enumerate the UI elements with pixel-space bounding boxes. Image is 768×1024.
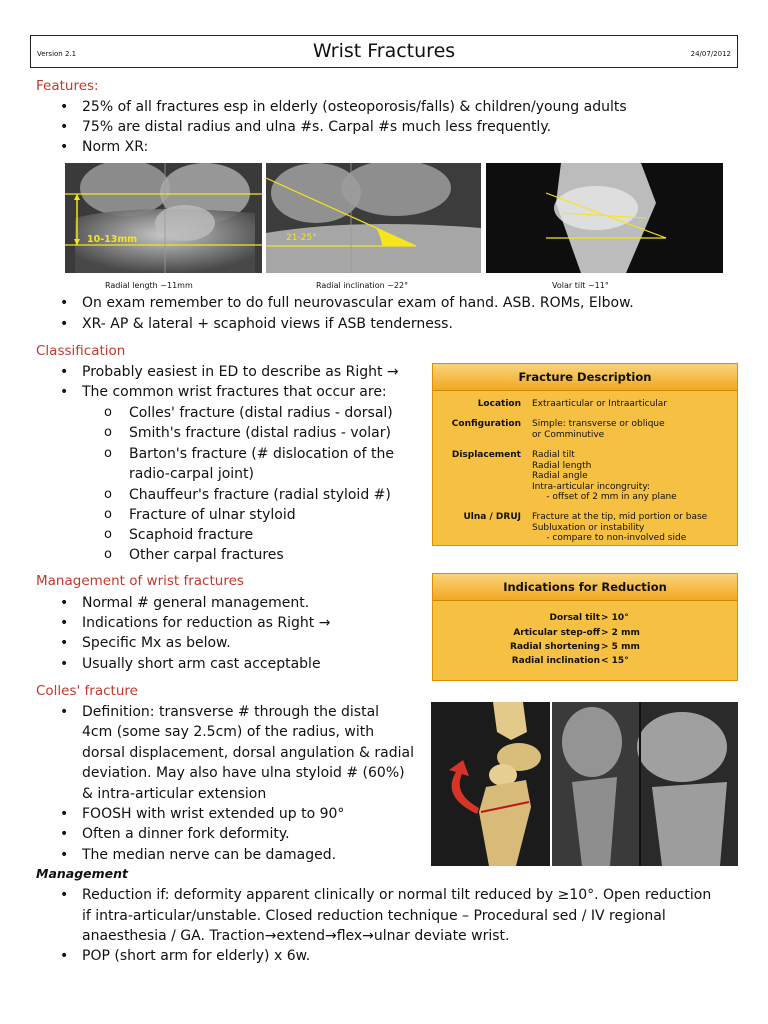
fracture-type-scaphoid: Scaphoid fracture: [129, 527, 254, 543]
reduction-row-value: > 10°: [601, 613, 629, 623]
xray-radial-inclination-graphic: [266, 163, 481, 273]
caption-radial-length: Radial length ~11mm: [105, 281, 193, 290]
page-title: Wrist Fractures: [312, 40, 456, 62]
xray-radial-inclination: [266, 163, 481, 273]
features-bullet-1: 25% of all fractures esp in elderly (osteoporosis/falls) & children/young adults: [82, 99, 627, 115]
bullet-marker: •: [60, 635, 69, 651]
management-bullet-4: Usually short arm cast acceptable: [82, 656, 321, 672]
reduction-row-value: > 2 mm: [601, 628, 640, 638]
reduction-row-label: Radial inclination: [511, 656, 600, 666]
caption-volar-tilt: Volar tilt ~11°: [552, 281, 609, 290]
bullet-marker: •: [60, 806, 69, 822]
reduction-row-label: Articular step-off: [513, 628, 600, 638]
bullet-marker: •: [60, 615, 69, 631]
xray-volar-tilt-graphic: [486, 163, 723, 273]
fracture-type-bartons: Barton's fracture (# dislocation of the: [129, 446, 394, 462]
bullet-marker: •: [60, 826, 69, 842]
sub-bullet-marker: o: [104, 425, 112, 440]
bullet-marker: •: [60, 139, 69, 155]
reduction-indications-title: Indications for Reduction: [433, 574, 737, 601]
features-bullet-3: Norm XR:: [82, 139, 149, 155]
fracture-row-label: Displacement: [451, 450, 521, 460]
bullet-marker: •: [60, 316, 69, 332]
features-bullet-5: XR- AP & lateral + scaphoid views if ASB tenderness.: [82, 316, 453, 332]
colles-illustration: [431, 702, 550, 866]
colles-definition-line-3: dorsal displacement, dorsal angulation & radial: [82, 745, 414, 761]
classification-bullet-1: Probably easiest in ED to describe as Right →: [82, 364, 399, 380]
colles-bullet-foosh: FOOSH with wrist extended up to 90°: [82, 806, 345, 822]
fracture-row-value: Radial tilt Radial length Radial angle Intra-articular incongruity: - offset of 2 mm in any plane: [532, 450, 677, 502]
colles-xray-graphic: [552, 702, 738, 866]
bullet-marker: •: [60, 704, 69, 720]
reduction-row-label: Radial shortening: [510, 642, 600, 652]
management-heading: Management of wrist fractures: [36, 573, 244, 589]
colles-illustration-graphic: [431, 702, 550, 866]
colles-definition-line-5: & intra-articular extension: [82, 786, 267, 802]
management-bullet-1: Normal # general management.: [82, 595, 310, 611]
colles-management-heading: Management: [36, 866, 129, 881]
reduction-row-label: Dorsal tilt: [549, 613, 600, 623]
bullet-marker: •: [60, 364, 69, 380]
colles-definition-line-1: Definition: transverse # through the distal: [82, 704, 380, 720]
colles-heading: Colles' fracture: [36, 683, 138, 699]
reduction-row-value: < 15°: [601, 656, 629, 666]
fracture-type-bartons-cont: radio-carpal joint): [129, 466, 254, 482]
bullet-marker: •: [60, 847, 69, 863]
bullet-marker: •: [60, 595, 69, 611]
reduction-row-value: > 5 mm: [601, 642, 640, 652]
fracture-type-chauffeur: Chauffeur's fracture (radial styloid #): [129, 487, 391, 503]
colles-bullet-median-nerve: The median nerve can be damaged.: [82, 847, 337, 863]
fracture-type-ulnar-styloid: Fracture of ulnar styloid: [129, 507, 296, 523]
fracture-row-value: Fracture at the tip, mid portion or base Subluxation or instability - compare to non-involved side: [532, 512, 708, 543]
classification-bullet-2: The common wrist fractures that occur are:: [82, 384, 387, 400]
bullet-marker: •: [60, 948, 69, 964]
fracture-row-value: Extraarticular or Intraarticular: [532, 399, 668, 409]
date-label: 24/07/2012: [690, 50, 731, 58]
features-bullet-4: On exam remember to do full neurovascular exam of hand. ASB. ROMs, Elbow.: [82, 295, 634, 311]
xray-inclination-label: 21-25°: [286, 233, 317, 243]
bullet-marker: •: [60, 99, 69, 115]
fracture-row-label: Configuration: [451, 419, 521, 429]
colles-definition-line-2: 4cm (some say 2.5cm) of the radius, with: [82, 724, 375, 740]
colles-management-line-1: Reduction if: deformity apparent clinically or normal tilt reduced by ≥10°. Open reduction: [82, 887, 712, 903]
fracture-type-other-carpal: Other carpal fractures: [129, 547, 284, 563]
colles-pop-bullet: POP (short arm for elderly) x 6w.: [82, 948, 311, 964]
sub-bullet-marker: o: [104, 487, 112, 502]
xray-length-label: 10-13mm: [87, 234, 138, 245]
management-bullet-3: Specific Mx as below.: [82, 635, 231, 651]
sub-bullet-marker: o: [104, 527, 112, 542]
fracture-row-label: Location: [477, 399, 521, 409]
features-bullet-2: 75% are distal radius and ulna #s. Carpal #s much less frequently.: [82, 119, 552, 135]
fracture-type-colles: Colles' fracture (distal radius - dorsal): [129, 405, 393, 421]
colles-management-line-2: if intra-articular/unstable. Closed reduction technique – Procedural sed / IV regional: [82, 908, 666, 924]
features-heading: Features:: [36, 78, 99, 94]
colles-bullet-dinner-fork: Often a dinner fork deformity.: [82, 826, 290, 842]
bullet-marker: •: [60, 887, 69, 903]
fracture-description-title: Fracture Description: [433, 364, 737, 391]
bullet-marker: •: [60, 656, 69, 672]
colles-management-line-3: anaesthesia / GA. Traction→extend→flex→ulnar deviate wrist.: [82, 928, 510, 944]
fracture-row-label: Ulna / DRUJ: [463, 512, 521, 522]
management-bullet-2: Indications for reduction as Right →: [82, 615, 331, 631]
sub-bullet-marker: o: [104, 507, 112, 522]
classification-heading: Classification: [36, 343, 126, 359]
xray-radial-length: [65, 163, 262, 273]
bullet-marker: •: [60, 384, 69, 400]
colles-xray: [552, 702, 738, 866]
xray-radial-length-graphic: [65, 163, 262, 273]
sub-bullet-marker: o: [104, 446, 112, 461]
fracture-type-smiths: Smith's fracture (distal radius - volar): [129, 425, 391, 441]
fracture-description-table: [432, 363, 738, 546]
reduction-indications-table: [432, 573, 738, 681]
bullet-marker: •: [60, 119, 69, 135]
caption-radial-inclination: Radial inclination ~22°: [316, 281, 409, 290]
fracture-row-value: Simple: transverse or oblique or Comminutive: [532, 419, 665, 440]
colles-definition-line-4: deviation. May also have ulna styloid # (60%): [82, 765, 405, 781]
sub-bullet-marker: o: [104, 547, 112, 562]
xray-volar-tilt: [486, 163, 723, 273]
bullet-marker: •: [60, 295, 69, 311]
version-label: Version 2.1: [37, 50, 77, 58]
sub-bullet-marker: o: [104, 405, 112, 420]
header-box: [30, 35, 738, 68]
